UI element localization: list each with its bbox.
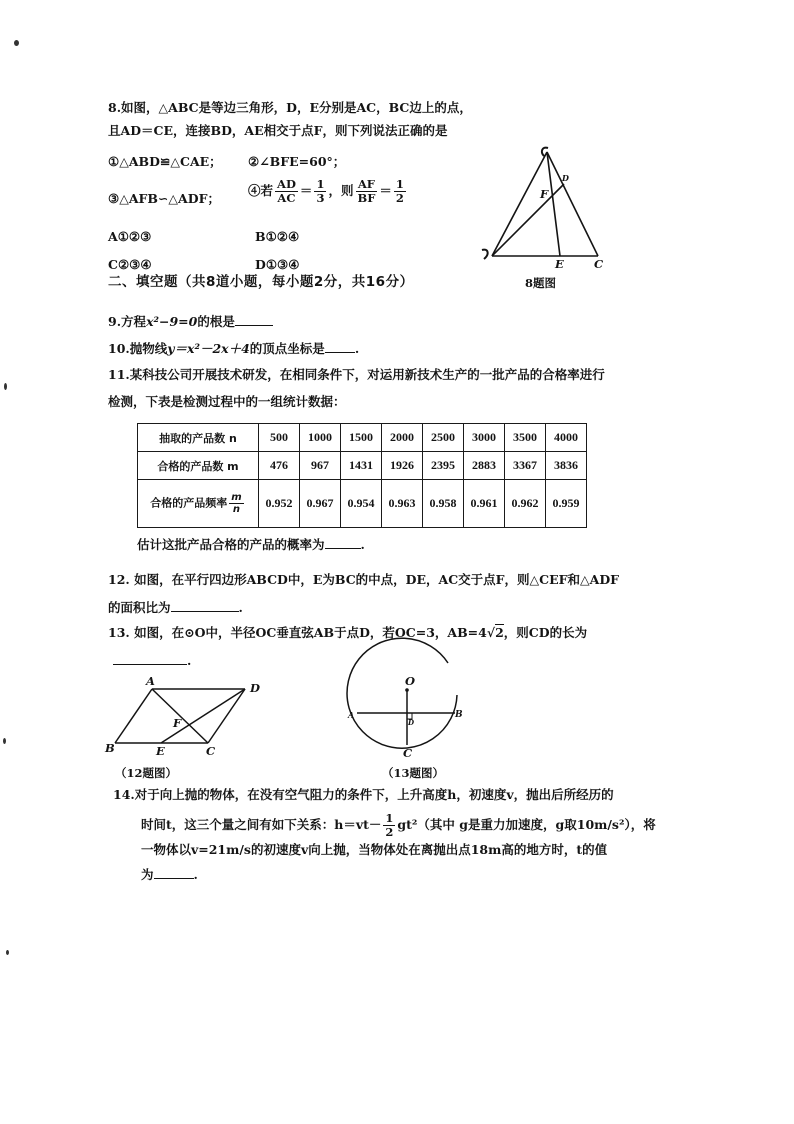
frac-numerator: 1 bbox=[385, 811, 394, 825]
q13-prefix: 13. 如图，在⊙O中，半径OC垂直弦AB于点D，若OC=3，AB=4 bbox=[108, 625, 487, 640]
frac-denominator: BF bbox=[357, 191, 376, 205]
q13-circle-figure bbox=[345, 635, 470, 765]
q12-line1: 12. 如图，在平行四边形ABCD中，E为BC的中点，DE，AC交于点F，则△CEF和△ADF bbox=[108, 572, 620, 587]
q8-option-c: C②③④ bbox=[108, 257, 152, 272]
q8-s4-fraction-one-half bbox=[394, 178, 406, 205]
table-cell: 1431 bbox=[341, 452, 382, 480]
q12-line2-text: 的面积比为 bbox=[108, 600, 171, 615]
label-e: E bbox=[156, 744, 165, 758]
q11-estimate-line bbox=[137, 536, 365, 553]
q9-prefix: 9.方程 bbox=[108, 314, 147, 329]
q8-s4-prefix: ④若 bbox=[248, 183, 274, 198]
frac-numerator: AF bbox=[357, 177, 375, 191]
table-cell: 4000 bbox=[546, 424, 587, 452]
label-a: A bbox=[348, 710, 355, 720]
section-2-title: 二、填空题（共8道小题，每小题2分，共16分） bbox=[108, 274, 414, 290]
table-cell: 2500 bbox=[423, 424, 464, 452]
table-cell: 0.959 bbox=[546, 480, 587, 528]
frac-denominator: 2 bbox=[385, 825, 394, 839]
label-f: F bbox=[173, 716, 182, 730]
row-header bbox=[138, 480, 259, 528]
label-c: C bbox=[403, 746, 413, 760]
segment-bd bbox=[492, 184, 564, 256]
sqrt-radicand: 2 bbox=[495, 625, 504, 640]
q9-suffix: 的根是 bbox=[197, 314, 235, 329]
table-cell: 3836 bbox=[546, 452, 587, 480]
q10-equation: y＝x²－2x＋4 bbox=[167, 341, 250, 356]
q13-figure-caption: （13题图） bbox=[382, 766, 445, 780]
frac-numerator: m bbox=[231, 492, 242, 503]
q8-s4-fraction-one-third bbox=[314, 178, 326, 205]
q13-answer-blank[interactable] bbox=[113, 652, 187, 665]
q8-statement-2: ②∠BFE=60°； bbox=[248, 154, 346, 169]
q10-prefix: 10.抛物线 bbox=[108, 341, 168, 356]
q12-parallelogram-figure bbox=[100, 675, 275, 760]
scan-speck bbox=[14, 40, 19, 46]
table-cell: 1926 bbox=[382, 452, 423, 480]
table-cell: 500 bbox=[259, 424, 300, 452]
frac-denominator: 2 bbox=[395, 191, 404, 205]
label-e: E bbox=[555, 257, 564, 270]
q14-line1: 14.对于向上抛的物体，在没有空气阻力的条件下，上升高度h，初速度v，抛出后所经历的 bbox=[113, 787, 614, 802]
q14-period: . bbox=[193, 867, 198, 882]
table-cell: 476 bbox=[259, 452, 300, 480]
table-cell: 3367 bbox=[505, 452, 546, 480]
q8-s4-fraction-ad-ac bbox=[275, 178, 298, 205]
table-row-frequency bbox=[138, 480, 587, 528]
table-cell: 0.963 bbox=[382, 480, 423, 528]
side-ac bbox=[547, 152, 598, 256]
label-d: D bbox=[562, 173, 569, 183]
table-cell: 2395 bbox=[423, 452, 464, 480]
scan-speck bbox=[6, 950, 9, 955]
side-ab bbox=[115, 689, 152, 743]
table-cell: 0.962 bbox=[505, 480, 546, 528]
table-cell: 3000 bbox=[464, 424, 505, 452]
q8-option-d: D①③④ bbox=[255, 257, 300, 272]
table-cell: 0.961 bbox=[464, 480, 505, 528]
q14-answer-blank[interactable] bbox=[154, 866, 194, 879]
q13-period: . bbox=[187, 653, 192, 668]
label-b: B bbox=[455, 710, 463, 720]
q8-figure-caption: 8题图 bbox=[525, 276, 557, 290]
q14-line3: 一物体以v=21m/s的初速度v向上抛，当物体处在离抛出点18m高的地方时，t的值 bbox=[141, 842, 608, 857]
scan-speck bbox=[4, 383, 7, 390]
q8-s4-middle: ，则 bbox=[328, 183, 354, 198]
q8-option-b: B①②④ bbox=[255, 229, 300, 244]
sqrt-sign: √ bbox=[486, 625, 496, 640]
table-row-n bbox=[138, 424, 587, 452]
label-b: B bbox=[105, 741, 115, 755]
side-cd bbox=[208, 689, 245, 743]
label-o: O bbox=[405, 674, 416, 688]
table-cell: 0.967 bbox=[300, 480, 341, 528]
frequency-fraction bbox=[229, 492, 243, 515]
q8-statement-4 bbox=[248, 178, 408, 205]
row-header-text: 合格的产品频率 bbox=[150, 496, 228, 510]
label-d: D bbox=[250, 681, 260, 695]
frac-denominator: 3 bbox=[316, 191, 325, 205]
q12-line2 bbox=[108, 599, 243, 616]
table-cell: 3500 bbox=[505, 424, 546, 452]
frac-denominator: n bbox=[232, 504, 241, 515]
circle-o bbox=[347, 638, 457, 748]
label-f: F bbox=[540, 187, 549, 201]
table-row-m bbox=[138, 452, 587, 480]
table-cell: 0.954 bbox=[341, 480, 382, 528]
label-c: C bbox=[594, 257, 604, 270]
q12-period: . bbox=[238, 600, 243, 615]
frac-numerator: AD bbox=[277, 177, 296, 191]
q14-formula-prefix: 时间t，这三个量之间有如下关系：h＝vt－ bbox=[141, 817, 382, 832]
q14-formula-suffix: gt²（其中 g是重力加速度，g取10m/s²），将 bbox=[397, 817, 656, 832]
q9-equation: x²−9=0 bbox=[146, 314, 198, 329]
table-cell: 1500 bbox=[341, 424, 382, 452]
center-point-o bbox=[405, 688, 409, 692]
frac-numerator: 1 bbox=[316, 177, 325, 191]
table-cell: 2883 bbox=[464, 452, 505, 480]
q12-answer-blank[interactable] bbox=[171, 599, 239, 612]
q11-period: . bbox=[360, 537, 365, 552]
q9-answer-blank[interactable] bbox=[235, 313, 273, 326]
q8-s4-fraction-af-bf bbox=[355, 178, 377, 205]
q11-statistics-table bbox=[137, 423, 587, 528]
q8-triangle-figure bbox=[470, 140, 620, 270]
q8-line1: 8.如图，△ABC是等边三角形，D，E分别是AC，BC边上的点， bbox=[108, 100, 472, 115]
q13-line2 bbox=[113, 652, 191, 669]
q9-line bbox=[108, 313, 273, 330]
vertex-b-mark bbox=[482, 250, 488, 259]
q10-suffix: 的顶点坐标是 bbox=[249, 341, 325, 356]
q8-line2: 且AD＝CE，连接BD，AE相交于点F，则下列说法正确的是 bbox=[108, 123, 448, 138]
frac-denominator: AC bbox=[277, 191, 296, 205]
q8-option-a: A①②③ bbox=[108, 229, 152, 244]
scan-speck bbox=[3, 738, 6, 744]
table-cell: 2000 bbox=[382, 424, 423, 452]
segment-ae bbox=[547, 152, 560, 256]
q11-estimate-text: 估计这批产品合格的产品的概率为 bbox=[137, 537, 325, 552]
q10-line bbox=[108, 340, 359, 357]
q8-statement-1: ①△ABD≌△CAE； bbox=[108, 154, 222, 169]
frac-numerator: 1 bbox=[395, 177, 404, 191]
table-cell: 1000 bbox=[300, 424, 341, 452]
q13-suffix: ，则CD的长为 bbox=[503, 625, 588, 640]
label-c: C bbox=[206, 744, 216, 758]
row-header: 合格的产品数 m bbox=[138, 452, 259, 480]
q8-s4-equals: ＝ bbox=[379, 183, 392, 198]
row-header: 抽取的产品数 n bbox=[138, 424, 259, 452]
q14-line4-text: 为 bbox=[141, 867, 154, 882]
q14-line2 bbox=[141, 812, 656, 839]
label-a: A bbox=[146, 675, 155, 688]
q14-line4 bbox=[141, 866, 198, 883]
table-cell: 0.958 bbox=[423, 480, 464, 528]
q10-period: . bbox=[354, 341, 360, 356]
table-cell: 0.952 bbox=[259, 480, 300, 528]
q11-line1: 11.某科技公司开展技术研发，在相同条件下，对运用新技术生产的一批产品的合格率进行 bbox=[108, 367, 605, 382]
table-cell: 967 bbox=[300, 452, 341, 480]
q11-answer-blank[interactable] bbox=[325, 536, 361, 549]
fraction-one-half bbox=[383, 812, 395, 839]
q11-line2: 检测，下表是检测过程中的一组统计数据： bbox=[108, 394, 346, 409]
q8-statement-3: ③△AFB∽△ADF； bbox=[108, 191, 220, 206]
side-ab bbox=[492, 152, 547, 256]
label-d: D bbox=[408, 718, 415, 727]
q10-answer-blank[interactable] bbox=[325, 340, 355, 353]
q8-s4-equals: ＝ bbox=[299, 183, 313, 198]
q12-figure-caption: （12题图） bbox=[115, 766, 178, 780]
